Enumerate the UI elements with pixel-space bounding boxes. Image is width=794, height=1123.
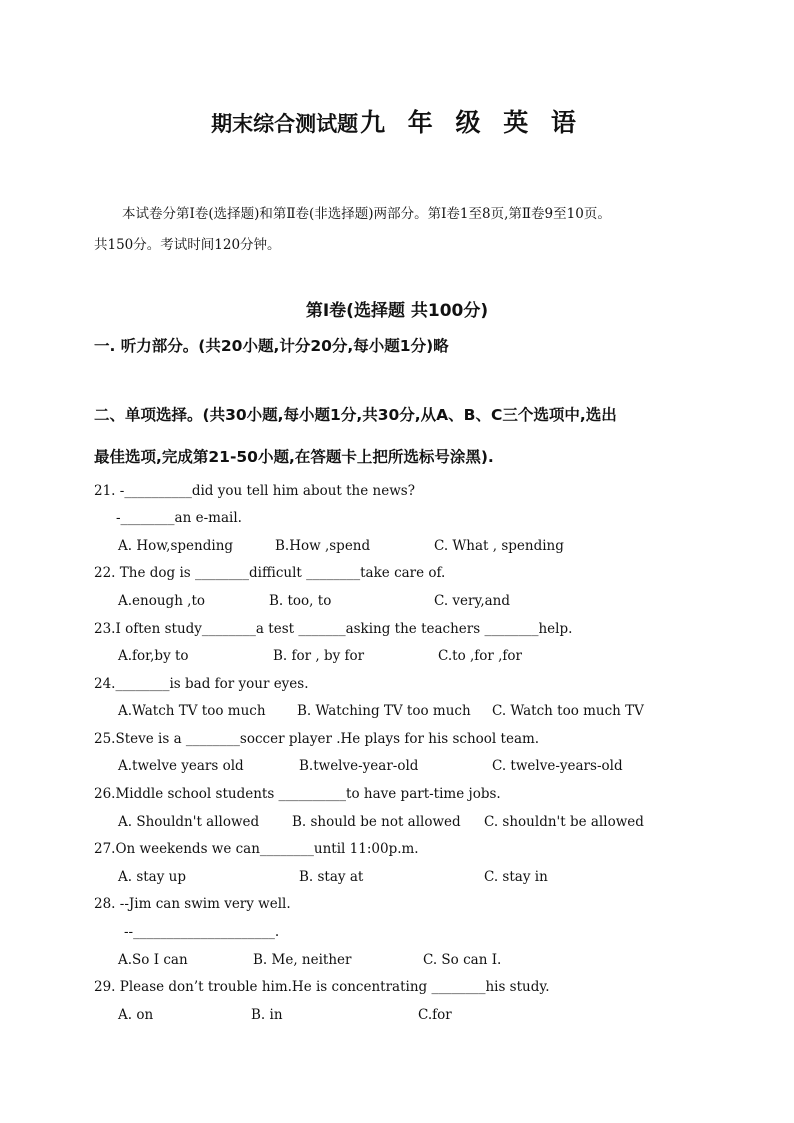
question-26-option-b: B. should be not allowed: [292, 814, 461, 830]
intro-line-2: 共150分。考试时间120分钟。: [94, 237, 281, 253]
question-26-option-a: A. Shouldn't allowed: [118, 814, 260, 830]
question-28-stem: 28. --Jim can swim very well.: [94, 896, 291, 912]
question-24-option-b: B. Watching TV too much: [297, 703, 471, 719]
question-21-option-b: B.How ,spend: [275, 538, 371, 554]
question-29-option-c: C.for: [418, 1007, 452, 1023]
question-27-option-c: C. stay in: [484, 869, 548, 885]
question-28-reply: --_____________________.: [124, 924, 280, 940]
title-main: 九 年 级 英 语: [360, 108, 583, 137]
question-23-option-b: B. for , by for: [273, 648, 365, 664]
question-26-option-c: C. shouldn't be allowed: [484, 814, 644, 830]
question-27-option-b: B. stay at: [299, 869, 364, 885]
question-29-stem: 29. Please don’t trouble him.He is concentrating ________his study.: [94, 979, 550, 995]
question-25-stem: 25.Steve is a ________soccer player .He plays for his school team.: [94, 731, 540, 747]
part-2-instructions-line-2: 最佳选项,完成第21-50小题,在答题卡上把所选标号涂黑).: [94, 448, 494, 466]
question-23-option-a: A.for,by to: [118, 648, 189, 664]
question-28-option-a: A.So I can: [118, 952, 188, 968]
question-21-stem: 21. -__________did you tell him about the news?: [94, 483, 415, 499]
question-22-stem: 22. The dog is ________difficult ________take care of.: [94, 565, 446, 581]
question-24-option-c: C. Watch too much TV: [492, 703, 644, 719]
question-25-option-c: C. twelve-years-old: [492, 758, 623, 774]
question-22-option-a: A.enough ,to: [118, 593, 206, 609]
section-title: 第Ⅰ卷(选择题 共100分): [305, 301, 489, 321]
question-21-option-a: A. How,spending: [118, 538, 234, 554]
question-25-option-a: A.twelve years old: [118, 758, 244, 774]
title-prefix: 期末综合测试题: [211, 112, 359, 136]
intro-line-1: 本试卷分第Ⅰ卷(选择题)和第Ⅱ卷(非选择题)两部分。第Ⅰ卷1至8页,第Ⅱ卷9至10页。: [122, 206, 611, 222]
question-23-stem: 23.I often study________a test _______asking the teachers ________help.: [94, 621, 573, 637]
question-27-stem: 27.On weekends we can________until 11:00p.m.: [94, 841, 419, 857]
question-24-stem: 24.________is bad for your eyes.: [94, 676, 309, 692]
question-27-option-a: A. stay up: [118, 869, 186, 885]
question-21-option-c: C. What , spending: [434, 538, 564, 554]
question-29-option-a: A. on: [118, 1007, 154, 1023]
question-22-option-b: B. too, to: [269, 593, 332, 609]
part-2-instructions-line-1: 二、单项选择。(共30小题,每小题1分,共30分,从A、B、C三个选项中,选出: [94, 406, 617, 424]
question-23-option-c: C.to ,for ,for: [438, 648, 523, 664]
part-1-listening: 一. 听力部分。(共20小题,计分20分,每小题1分)略: [94, 337, 449, 355]
question-25-option-b: B.twelve-year-old: [299, 758, 419, 774]
question-28-option-b: B. Me, neither: [253, 952, 352, 968]
question-29-option-b: B. in: [251, 1007, 283, 1023]
question-26-stem: 26.Middle school students __________to have part-time jobs.: [94, 786, 501, 802]
question-28-option-c: C. So can I.: [423, 952, 502, 968]
page-title: [0, 103, 794, 139]
question-22-option-c: C. very,and: [434, 593, 511, 609]
question-24-option-a: A.Watch TV too much: [118, 703, 266, 719]
question-21-reply: -________an e-mail.: [116, 510, 242, 526]
